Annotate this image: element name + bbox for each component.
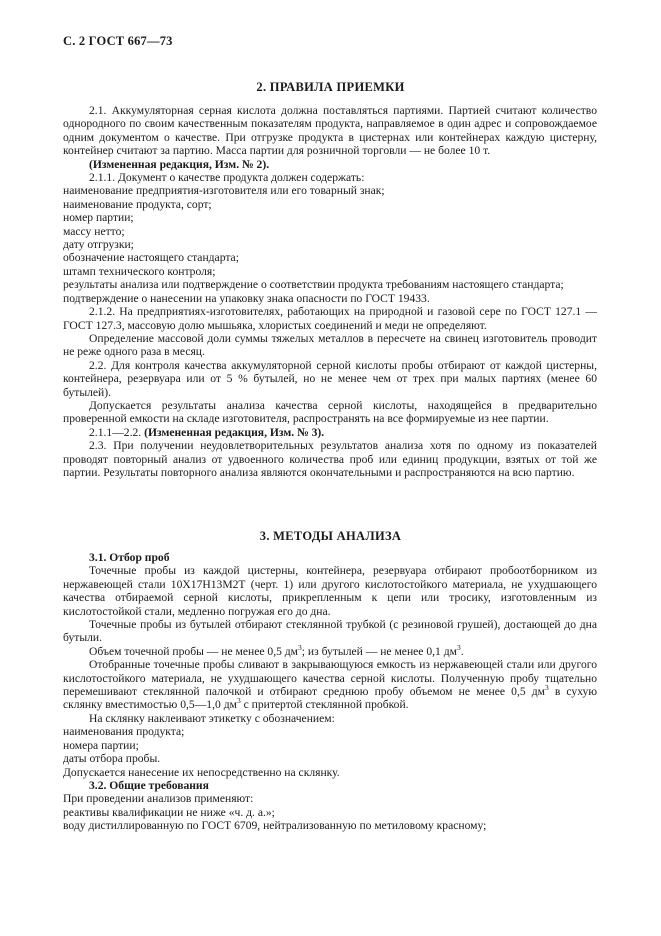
paragraph-2-1: 2.1. Аккумуляторная серная кислота должна поставляться партиями. Партией считают количество однородного по своим качественным показателям продукта, направляемое в один адрес и сопровождаемое одним документом о качестве. При отгрузке продукта в цистернах или контейнерах каждую цистерну, контейнер считают за партию. Масса партии для розничной торговли — не более 10 т.	[63, 104, 597, 158]
section-3-heading: 3. МЕТОДЫ АНАЛИЗА	[259, 529, 402, 543]
paragraph-allowed-results: Допускается результаты анализа качества серной кислоты, находящейся в предварительно проверенной емкости на складе изготовителя, распространять на все формируемые из нее партии.	[63, 398, 597, 426]
list-item-water: воду дистиллированную по ГОСТ 6709, нейтрализованную по метиловому красному;	[63, 819, 487, 833]
amendment-note-2: (Измененная редакция, Изм. № 2).	[89, 157, 270, 171]
subsection-3-1-title: 3.1. Отбор проб	[89, 551, 170, 564]
paragraph-2-2: 2.2. Для контроля качества аккумуляторной серной кислоты пробы отбирают от каждой цистерны, контейнера, резервуара или от 5 % бутылей, но не менее чем от трех при малых партиях (менее 60 бутылей).	[63, 358, 597, 399]
label-item: номера партии;	[63, 738, 139, 752]
label-item: даты отбора пробы.	[63, 752, 161, 766]
paragraph-combined-sample: Отобранные точечные пробы сливают в закрывающуюся емкость из нержавеющей стали или другого кислотостойкого материала, не ухудшающего качества серной кислоты. Полученную пробу тщательно перемешивают стеклянной палочкой и отбирают среднюю пробу объемом не менее 0,5 $дм^3$ в сухую склянку вместимостью 0,5—1,0 $дм^3$ с притертой стеклянной пробкой.	[63, 658, 598, 712]
paragraph-2-3: 2.3. При получении неудовлетворительных результатов анализа хотя по одному из показателей проводят повторный анализ от удвоенного количества проб или единиц продукции, взятых от той же партии. Результаты повторного анализа являются окончательными и распространяются на всю партию.	[63, 439, 597, 479]
page-header: С. 2 ГОСТ 667—73	[63, 34, 173, 48]
subsection-3-2-title: 3.2. Общие требования	[89, 778, 209, 792]
paragraph-sampling-tanks: Точечные пробы из каждой цистерны, контейнера, резервуара отбирают пробоотборником из нержавеющей стали 10Х17Н13М2Т (черт. 1) или другого кислотостойкого материала, не ухудшающего качества отбираемой серной кислоты, прикрепленным к цепи или тросику, изготовленным из кислотостойкой стали, медленно погружая его до дна.	[63, 564, 597, 618]
amendment-range: 2.1.1—2.2.	[89, 425, 145, 439]
doc-item: наименование предприятия-изготовителя или его товарный знак;	[63, 184, 385, 198]
paragraph-sample-volume: Объем точечной пробы — не менее 0,5 $дм^3$; из бутылей — не менее 0,1 $дм^3$.	[89, 642, 464, 658]
paragraph-heavy-metals: Определение массовой доли суммы тяжелых металлов в пересчете на свинец изготовитель проводит не реже одного раза в месяц.	[63, 331, 597, 359]
list-item-reagents: реактивы квалификации не ниже «ч. д. а.»;	[63, 805, 275, 819]
section-2-body	[63, 104, 597, 479]
doc-item: номер партии;	[63, 211, 134, 225]
doc-item-hazard: подтверждение о нанесении на упаковку знака опасности по ГОСТ 19433.	[63, 291, 430, 305]
doc-item: массу нетто;	[63, 224, 125, 238]
paragraph-2-1-1: 2.1.1. Документ о качестве продукта должен содержать:	[89, 171, 365, 185]
section-3-body	[63, 551, 597, 833]
doc-item: наименование продукта, сорт;	[63, 197, 212, 211]
paragraph-sampling-bottles: Точечные пробы из бутылей отбирают стеклянной трубкой (с резиновой грушей), достающей до дна бутыли.	[63, 618, 597, 645]
doc-item: обозначение настоящего стандарта;	[63, 251, 239, 265]
paragraph-2-1-2: 2.1.2. На предприятиях-изготовителях, работающих на природной и газовой сере по ГОСТ 127.1 — ГОСТ 127.3, массовую долю мышьяка, хлористых соединений и меди не определяют.	[63, 305, 597, 332]
amendment-text: (Измененная редакция, Изм. № 3).	[144, 425, 325, 439]
label-item: наименования продукта;	[63, 725, 185, 739]
paragraph-label: На склянку наклеивают этикетку с обозначением:	[89, 711, 335, 725]
doc-item: штамп технического контроля;	[63, 264, 216, 278]
amendment-note-3	[63, 426, 597, 439]
section-2-heading: 2. ПРАВИЛА ПРИЕМКИ	[256, 80, 405, 94]
doc-item: результаты анализа или подтверждение о соответствии продукта требованиям настоящего стандарта;	[63, 278, 564, 292]
doc-item: дату отгрузки;	[63, 238, 134, 252]
paragraph-label-direct: Допускается нанесение их непосредственно на склянку.	[63, 765, 340, 779]
paragraph-analysis-use: При проведении анализов применяют:	[63, 792, 254, 806]
